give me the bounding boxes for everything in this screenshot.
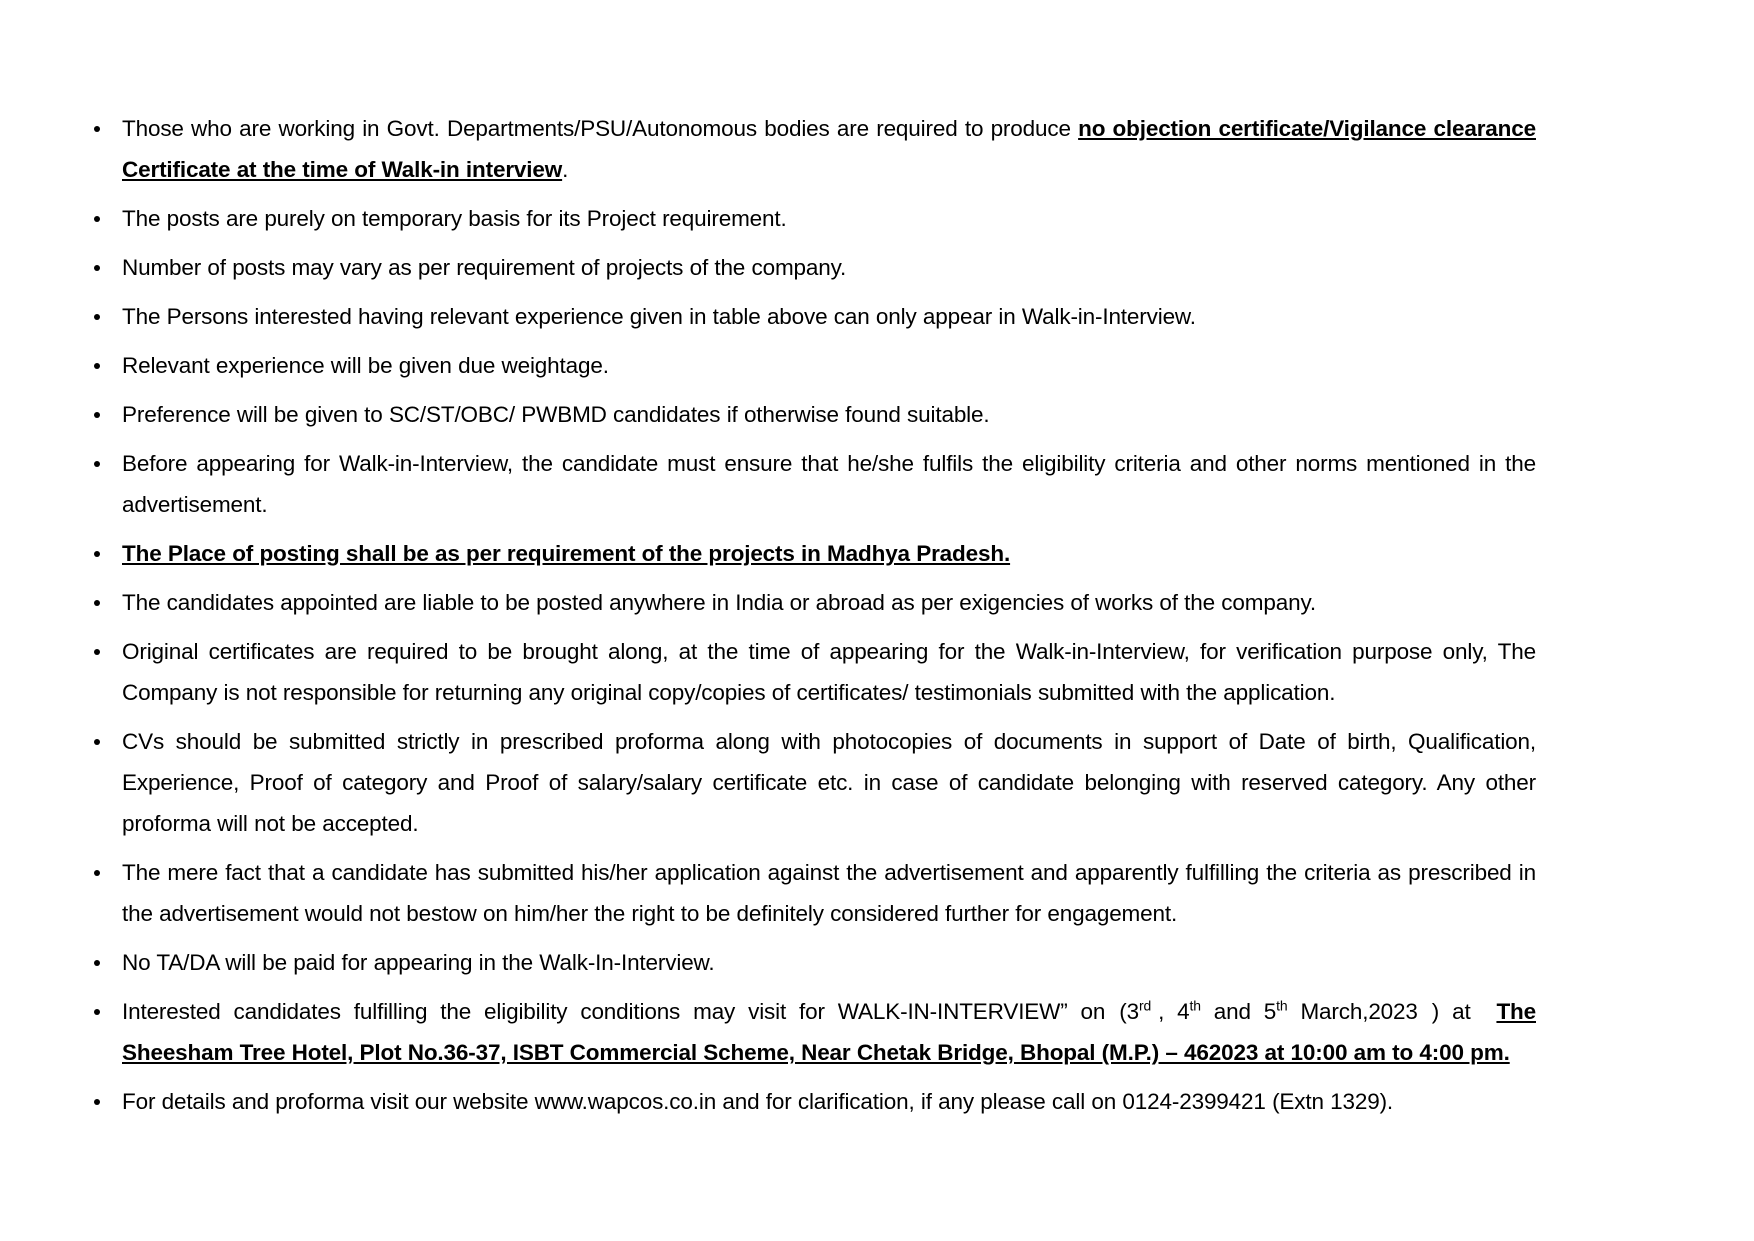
list-item-posting-anywhere xyxy=(84,582,1536,623)
list-item-experience-weightage xyxy=(84,345,1536,386)
bullet-text: Preference will be given to SC/ST/OBC/ PWBMD candidates if otherwise found suitable. xyxy=(122,402,990,427)
date-mid-1: , 4 xyxy=(1158,999,1190,1024)
date-mid-2: and 5 xyxy=(1213,999,1277,1024)
list-item-walk-in-details xyxy=(84,991,1536,1073)
list-item-reservation-preference xyxy=(84,394,1536,435)
bullet-text-part1: Interested candidates fulfilling the eligibility conditions may visit for WALK-IN-INTERVIEW” on xyxy=(122,999,1106,1024)
date-month-year: March,2023 xyxy=(1300,999,1418,1024)
list-item-original-certificates xyxy=(84,631,1536,713)
bullet-text: For details and proforma visit our website www.wapcos.co.in and for clarification, if any please call on 0124-2399421 (Extn 1329). xyxy=(122,1089,1394,1114)
bullet-emphasis-noc: no objection certificate/Vigilance clearance Certificate at the time of Walk-in interview xyxy=(122,116,1536,182)
bullet-text: Number of posts may vary as per requirement of projects of the company. xyxy=(122,255,847,280)
list-item-number-of-posts xyxy=(84,247,1536,288)
bullet-text: Relevant experience will be given due weightage. xyxy=(122,353,609,378)
conditions-bullet-list xyxy=(84,108,1536,1122)
bullet-text: Before appearing for Walk-in-Interview, the candidate must ensure that he/she fulfils the eligibility criteria and other norms mentioned in the advertisement. xyxy=(122,451,1536,517)
list-item-contact-details xyxy=(84,1081,1536,1122)
bullet-text: The candidates appointed are liable to be posted anywhere in India or abroad as per exigencies of works of the company. xyxy=(122,590,1316,615)
bullet-text: The Persons interested having relevant experience given in table above can only appear in Walk-in-Interview. xyxy=(122,304,1196,329)
list-item-relevant-experience-appear xyxy=(84,296,1536,337)
list-item-temporary-basis xyxy=(84,198,1536,239)
ordinal-suffix-5th: th xyxy=(1276,997,1288,1014)
bullet-text: No TA/DA will be paid for appearing in the Walk-In-Interview. xyxy=(122,950,715,975)
ordinal-suffix-3rd: rd xyxy=(1138,997,1152,1014)
list-item-no-ta-da xyxy=(84,942,1536,983)
bullet-text: The posts are purely on temporary basis for its Project requirement. xyxy=(122,206,787,231)
bullet-text-part2: at xyxy=(1452,999,1471,1024)
bullet-text: CVs should be submitted strictly in prescribed proforma along with photocopies of documents in support of Date of birth, Qualification, Experience, Proof of category and Proof of salary/salary certificate etc. in case of candidate belonging with reserved category. Any other proforma will not be accepted. xyxy=(122,729,1536,836)
bullet-text-part1: Those who are working in Govt. Departments/PSU/Autonomous bodies are required to produce xyxy=(122,116,1079,141)
interview-dates xyxy=(1119,999,1439,1024)
bullet-text: Original certificates are required to be brought along, at the time of appearing for the Walk-in-Interview, for verification purpose only, The Company is not responsible for returning any original copy/copies of certificates/ testimonials submitted with the application. xyxy=(122,639,1536,705)
ordinal-suffix-4th: th xyxy=(1189,997,1201,1014)
bullet-emphasis-posting: The Place of posting shall be as per requirement of the projects in Madhya Pradesh. xyxy=(122,541,1011,566)
bullet-text-part2: . xyxy=(562,157,569,182)
venue-address: The Sheesham Tree Hotel, Plot No.36-37, ISBT Commercial Scheme, Near Chetak Bridge, Bhopal (M.P.) – 462023 at 10:00 am to 4:00 pm. xyxy=(122,999,1536,1065)
date-open-paren: (3 xyxy=(1119,999,1139,1024)
list-item-no-right-to-engagement xyxy=(84,852,1536,934)
list-item-place-of-posting xyxy=(84,533,1536,574)
list-item-eligibility-check xyxy=(84,443,1536,525)
bullet-text: The mere fact that a candidate has submitted his/her application against the advertisement and apparently fulfilling the criteria as prescribed in the advertisement would not bestow on him/her the right to be definitely considered further for engagement. xyxy=(122,860,1536,926)
notice-content xyxy=(84,108,1536,1122)
list-item-noc xyxy=(84,108,1536,190)
list-item-cv-proforma xyxy=(84,721,1536,844)
date-close-paren: ) xyxy=(1431,999,1440,1024)
